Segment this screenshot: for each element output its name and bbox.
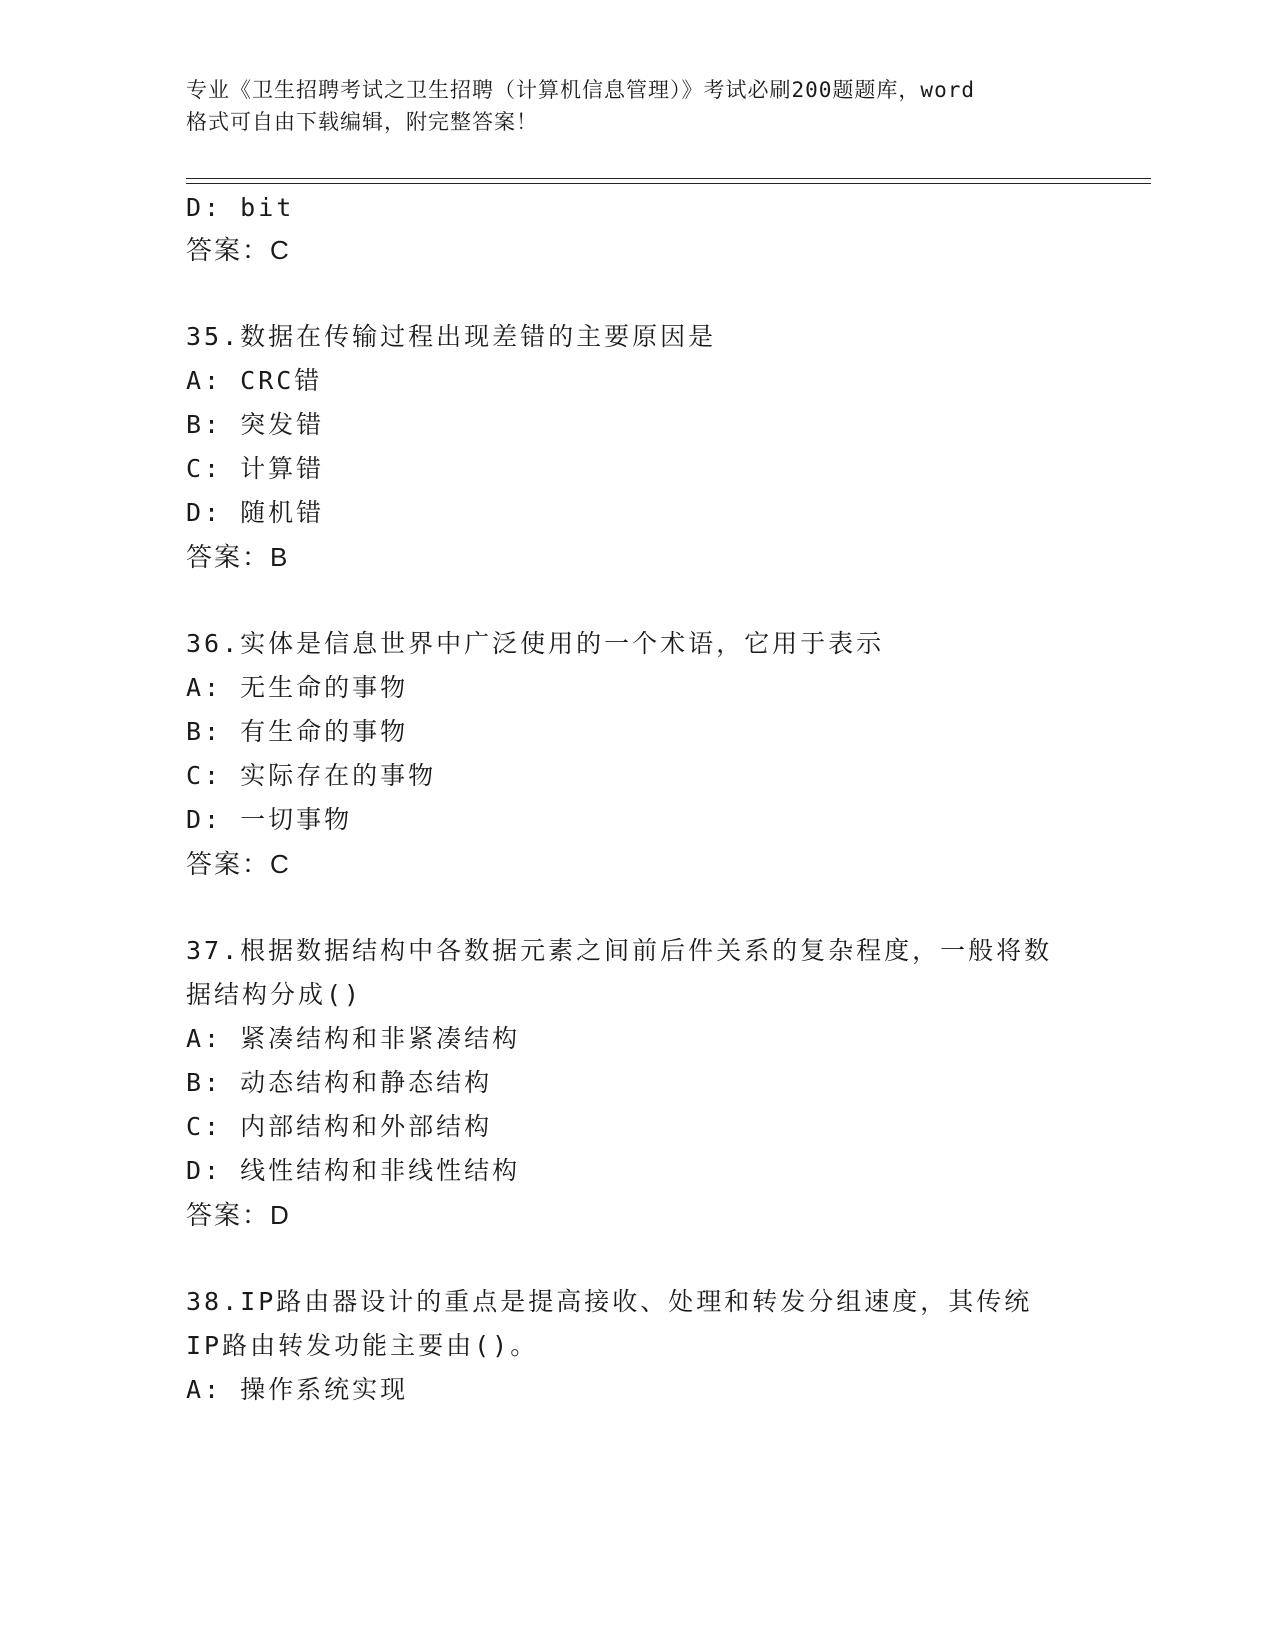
question-stem: 36.实体是信息世界中广泛使用的一个术语，它用于表示 [186,629,885,658]
prev-question-answer: 答案：C [186,235,291,265]
option-c: C: 内部结构和外部结构 [186,1112,493,1141]
answer: 答案：B [186,542,290,572]
question-stem: 35.数据在传输过程出现差错的主要原因是 [186,322,717,351]
prev-question-option-d: D: bit [186,193,295,222]
header-line-2: 格式可自由下载编辑，附完整答案！ [186,110,538,134]
option-d: D: 线性结构和非线性结构 [186,1156,521,1185]
document-header [186,74,1086,138]
option-b: B: 有生命的事物 [186,717,409,746]
option-a: A: CRC错 [186,366,323,395]
question-stem-line-2: IP路由转发功能主要由()。 [186,1331,539,1360]
header-line-1: 专业《卫生招聘考试之卫生招聘（计算机信息管理）》考试必刷200题题库，word [186,78,975,102]
option-d: D: 一切事物 [186,805,353,834]
option-a: A: 操作系统实现 [186,1375,409,1404]
option-a: A: 紧凑结构和非紧凑结构 [186,1024,521,1053]
option-c: C: 计算错 [186,454,325,483]
option-b: B: 动态结构和静态结构 [186,1068,493,1097]
option-d: D: 随机错 [186,498,325,527]
header-divider-bottom [186,183,1151,184]
question-stem-line-1: 38.IP路由器设计的重点是提高接收、处理和转发分组速度，其传统 [186,1287,1033,1316]
answer: 答案：D [186,1200,291,1230]
option-c: C: 实际存在的事物 [186,761,437,790]
question-stem-line-1: 37.根据数据结构中各数据元素之间前后件关系的复杂程度，一般将数 [186,936,1053,965]
header-divider-top [186,178,1151,179]
option-b: B: 突发错 [186,410,325,439]
option-a: A: 无生命的事物 [186,673,409,702]
answer: 答案：C [186,849,291,879]
question-stem-line-2: 据结构分成() [186,980,363,1009]
